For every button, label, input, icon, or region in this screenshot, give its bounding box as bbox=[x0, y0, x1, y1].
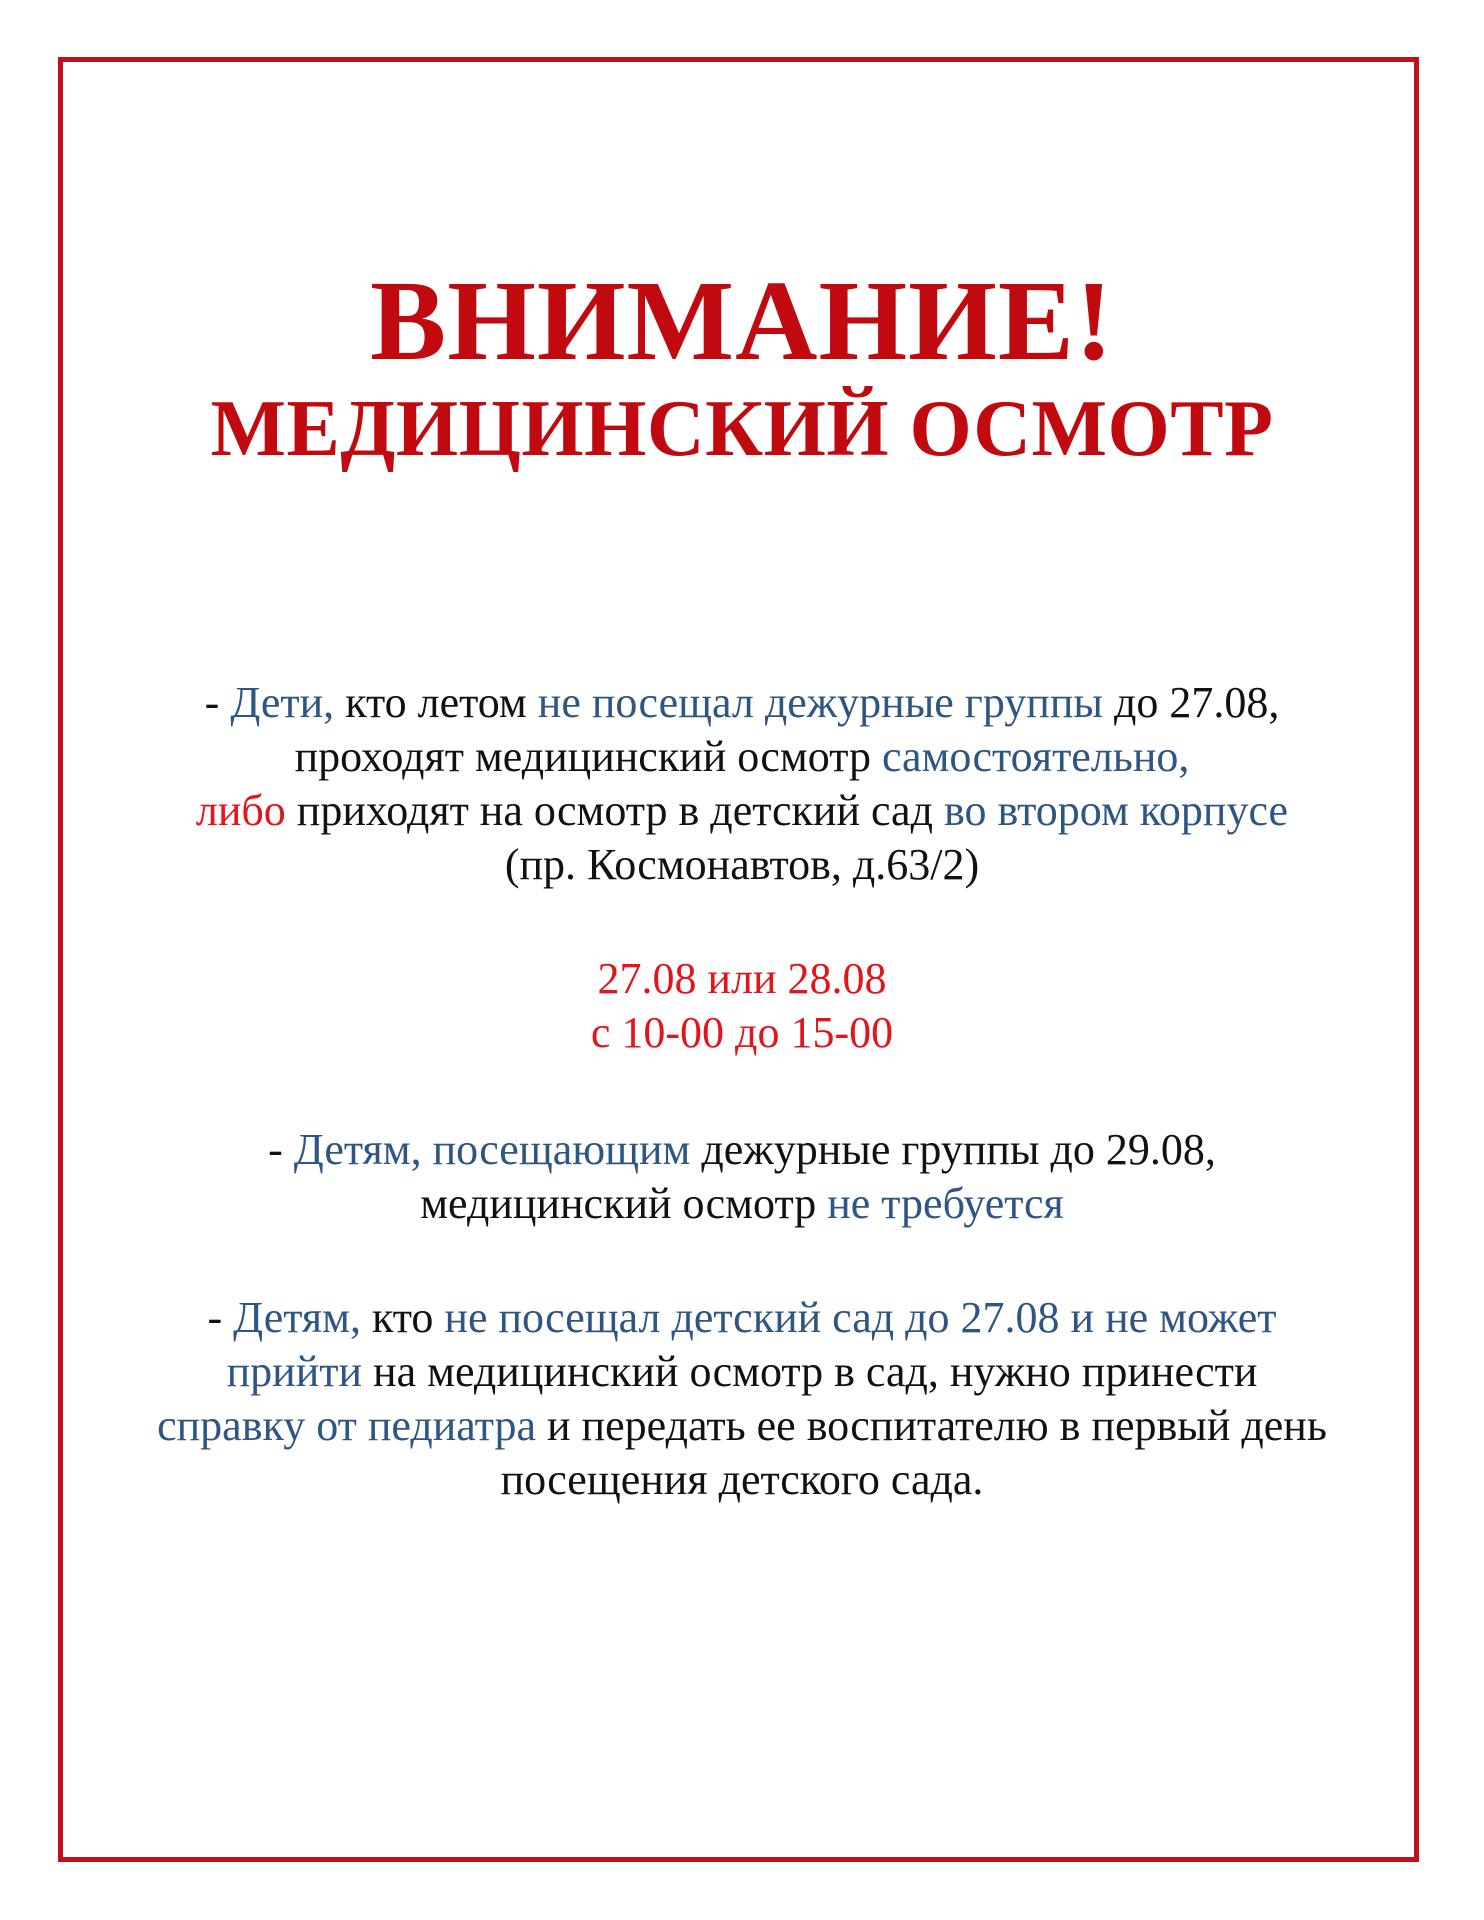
text-run: приходят на осмотр в детский сад bbox=[285, 786, 944, 835]
text-run: - bbox=[207, 1293, 234, 1342]
paragraph-line bbox=[70, 1453, 1414, 1507]
text-run: дежурные группы до 29.08, bbox=[690, 1125, 1216, 1174]
text-run: посещения детского сада. bbox=[500, 1455, 984, 1504]
paragraph-line bbox=[70, 1177, 1414, 1231]
paragraph-self-exam bbox=[70, 676, 1414, 892]
paragraph-line bbox=[70, 1123, 1414, 1177]
text-run: до 27.08, bbox=[1102, 678, 1280, 727]
red-highlight-run: либо bbox=[195, 786, 286, 835]
schedule-block bbox=[70, 952, 1414, 1060]
highlight-run: Детям, посещающим bbox=[293, 1125, 691, 1174]
text-run: - bbox=[268, 1125, 294, 1174]
text-run: кто bbox=[360, 1293, 445, 1342]
text-run: проходят медицинский осмотр bbox=[294, 732, 882, 781]
highlight-run: справку от педиатра bbox=[157, 1401, 536, 1450]
highlight-run: Дети, bbox=[230, 678, 335, 727]
paragraph-line bbox=[70, 1399, 1414, 1453]
notice-title: ВНИМАНИЕ! bbox=[370, 257, 1114, 384]
schedule-hours: с 10-00 до 15-00 bbox=[590, 1008, 894, 1057]
paragraph-line bbox=[70, 676, 1414, 730]
paragraph-pediatrician-note bbox=[70, 1291, 1414, 1507]
schedule-dates: 27.08 или 28.08 bbox=[597, 954, 887, 1003]
address-line bbox=[70, 838, 1414, 892]
paragraph-line bbox=[70, 784, 1414, 838]
text-run: медицинский осмотр bbox=[420, 1179, 828, 1228]
text-run: кто летом bbox=[334, 678, 538, 727]
highlight-run: самостоятельно, bbox=[881, 732, 1190, 781]
text-run: на медицинский осмотр в сад, нужно принести bbox=[362, 1347, 1258, 1396]
address-text: (пр. Космонавтов, д.63/2) bbox=[504, 840, 980, 889]
text-run: - bbox=[204, 678, 231, 727]
highlight-run: не посещал дежурные группы bbox=[537, 678, 1103, 727]
highlight-run: во втором корпусе bbox=[943, 786, 1289, 835]
highlight-run: не требуется bbox=[827, 1179, 1064, 1228]
highlight-run: Детям, bbox=[233, 1293, 361, 1342]
paragraph-line bbox=[70, 1291, 1414, 1345]
notice-subtitle: МЕДИЦИНСКИЙ ОСМОТР bbox=[210, 385, 1274, 473]
paragraph-line bbox=[70, 730, 1414, 784]
highlight-run: не посещал детский сад до 27.08 и не может bbox=[444, 1293, 1277, 1342]
paragraph-line bbox=[70, 1345, 1414, 1399]
paragraph-duty-groups bbox=[70, 1123, 1414, 1231]
highlight-run: прийти bbox=[226, 1347, 363, 1396]
text-run: и передать ее воспитателю в первый день bbox=[536, 1401, 1327, 1450]
